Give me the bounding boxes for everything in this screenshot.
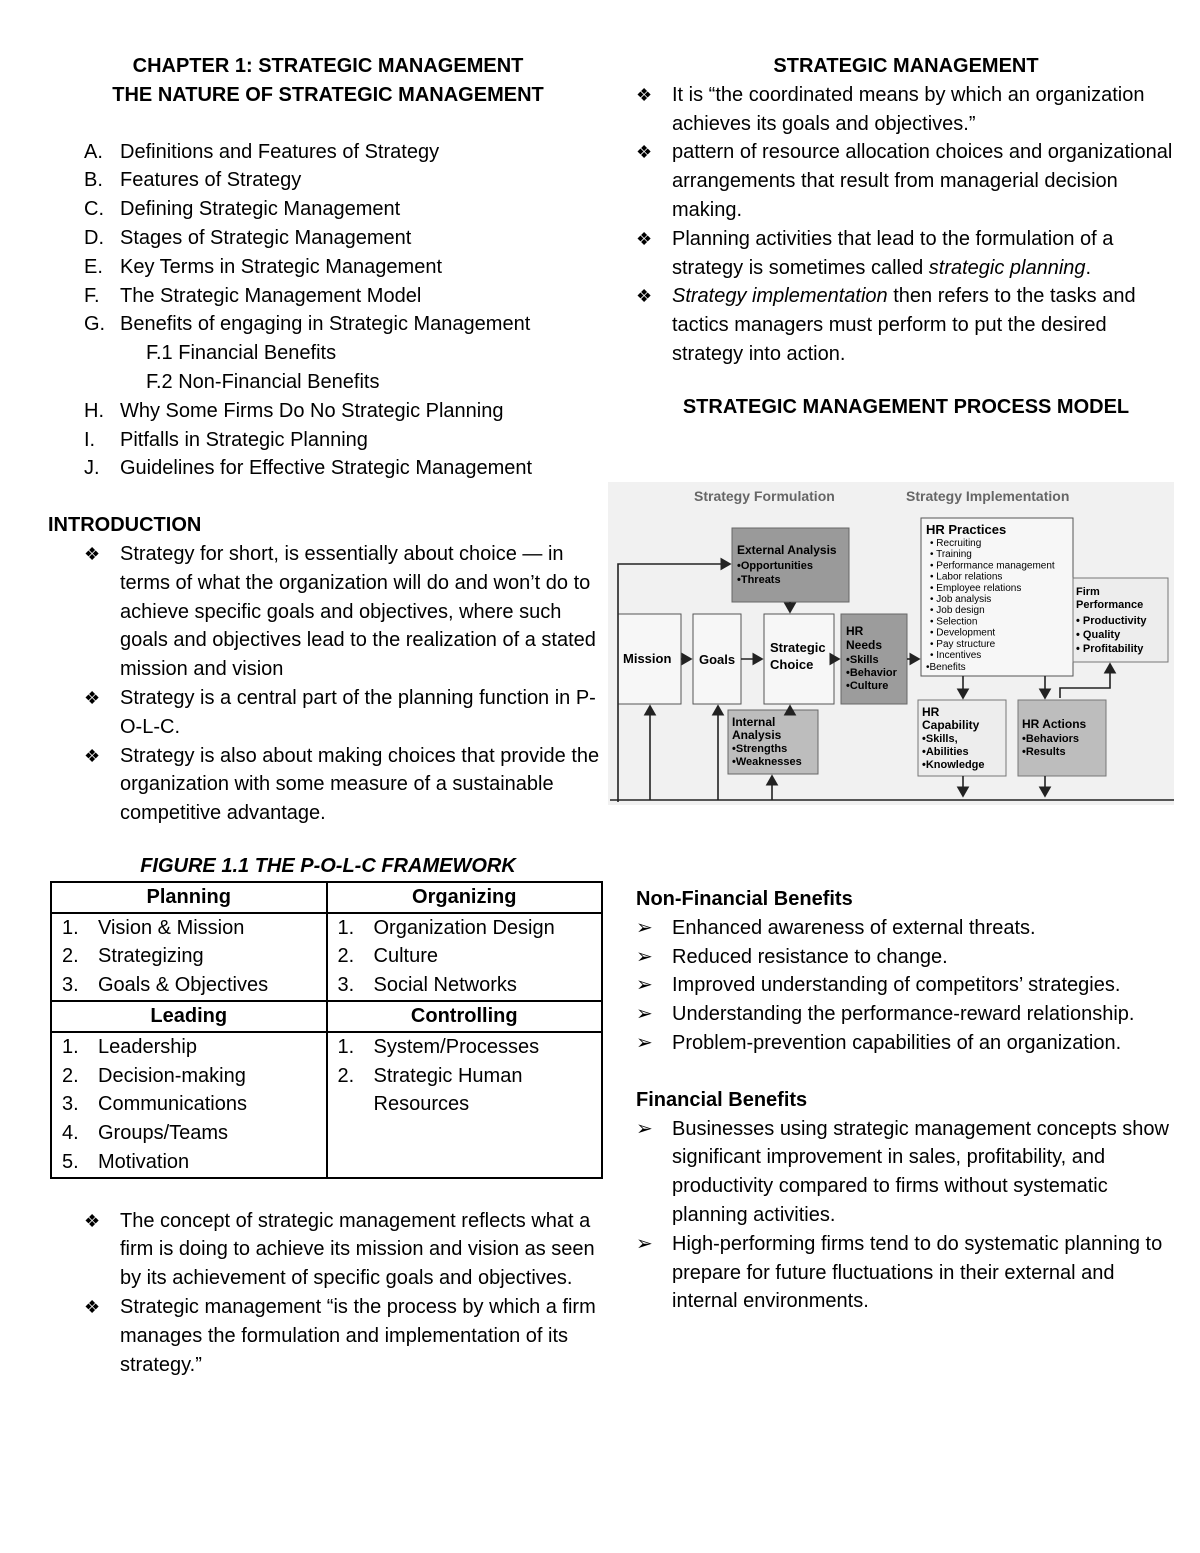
diamond-bullet-icon: ❖ [636,84,653,105]
hr-practices-item: • Performance management [930,560,1055,572]
financial-list [600,1115,1176,1317]
firm-performance-label: Firm [1076,586,1100,598]
introduction-list [48,540,608,828]
hr-needs-item: •Behavior [846,667,897,679]
benefits-section [636,885,1176,1316]
hr-practices-item: • Job analysis [930,594,992,605]
list-item: ❖ Strategy implementation then refers to the tasks and tactics managers must perform to put the desired strategy into action. [600,282,1176,368]
chapter-title: CHAPTER 1: STRATEGIC MANAGEMENT [132,55,524,77]
hr-practices-item: • Recruiting [930,538,982,549]
toc-item: G. Benefits of engaging in Strategic Management [84,313,531,336]
hr-practices-item: • Training [930,549,972,561]
internal-item: •Weaknesses [732,756,802,768]
external-item: •Threats [737,574,781,586]
hr-capability-item: •Abilities [922,746,969,758]
goals-label: Goals [699,652,736,667]
list-item: ❖ Strategy is a central part of the planning function in P-O-L-C. [48,684,608,742]
hr-practices-item: • Labor relations [930,571,1003,583]
firm-performance-item: • Quality [1076,629,1121,641]
controlling-header: Controlling [327,1001,603,1032]
model-title: STRATEGIC MANAGEMENT PROCESS MODEL [682,395,1130,418]
list-item: ➢ Problem-prevention capabilities of an organization. [600,1029,1176,1058]
arrow-bullet-icon: ➢ [636,945,653,968]
strategic-choice-label: Strategic [770,640,826,655]
toc-item: B. Features of Strategy [84,169,302,192]
toc-item: F. The Strategic Management Model [84,284,422,307]
arrow-bullet-icon: ➢ [636,974,653,997]
firm-performance-item: • Profitability [1076,643,1144,655]
mission-label: Mission [623,651,672,666]
arrow-bullet-icon: ➢ [636,1117,653,1140]
financial-heading: Financial Benefits [636,1088,808,1111]
figure-caption: FIGURE 1.1 THE P-O-L-C FRAMEWORK [140,854,516,877]
toc-item: I. Pitfalls in Strategic Planning [84,428,368,451]
hr-actions-item: •Behaviors [1022,733,1080,745]
list-item: ❖ It is “the coordinated means by which an organization achieves its goals and objectives.” [600,81,1176,139]
list-item: ❖ Strategy is also about making choices that provide the organization with some measure of a sustainable competitive advantage. [48,742,608,828]
toc-item: D. Stages of Strategic Management [84,226,412,249]
toc-item: E. Key Terms in Strategic Management [84,255,443,278]
hr-practices-title: HR Practices [926,522,1007,537]
internal-item: •Strengths [732,743,788,755]
hr-needs-label: HR [846,624,864,638]
definition-list [600,81,1176,369]
arrow-bullet-icon: ➢ [636,1232,653,1255]
hr-practices-item: • Incentives [930,650,982,661]
arrow-bullet-icon: ➢ [636,1031,653,1054]
arrow-bullet-icon: ➢ [636,916,653,939]
implementation-label: Strategy Implementation [906,488,1070,504]
toc-item: J. Guidelines for Effective Strategic Management [84,457,533,480]
leading-header: Leading [51,1001,327,1032]
organizing-header: Organizing [327,882,603,913]
firm-performance-label: Performance [1076,599,1144,611]
hr-practices-item: •Benefits [926,662,966,673]
diamond-bullet-icon: ❖ [636,228,653,249]
left-column [48,52,608,1379]
list-item: ❖ Planning activities that lead to the formulation of a strategy is sometimes called strategic planning. [600,225,1176,283]
planning-cell: 1. Vision & Mission 2. Strategizing 3. Goals & Objectives [51,913,327,1001]
polc-table [50,881,603,1179]
external-item: •Opportunities [737,560,813,572]
hr-needs-item: •Culture [846,680,889,692]
list-item: ❖ Strategic management “is the process by which a firm manages the formulation and implementation of its strategy.” [48,1293,608,1379]
diamond-bullet-icon: ❖ [84,745,101,766]
diamond-bullet-icon: ❖ [84,1210,101,1231]
toc-item: C. Defining Strategic Management [84,198,401,221]
hr-actions-title: HR Actions [1022,717,1087,731]
hr-practices-item: • Pay structure [930,638,996,650]
formulation-label: Strategy Formulation [694,488,835,504]
external-analysis-title: External Analysis [737,543,837,557]
hr-capability-item: •Knowledge [922,759,985,771]
strategic-management-list [48,1207,608,1380]
list-item: ❖ The concept of strategic management reflects what a firm is doing to achieve its mission and vision as seen by its achievement of specific goals and objectives. [48,1207,608,1293]
hr-needs-label: Needs [846,638,883,652]
controlling-cell: 1. System/Processes 2. Strategic Human Resources [327,1032,603,1178]
toc-item: H. Why Some Firms Do No Strategic Planning [84,399,504,422]
chapter-subtitle: THE NATURE OF STRATEGIC MANAGEMENT [112,83,544,106]
hr-capability-label: Capability [922,718,980,732]
hr-needs-item: •Skills [846,654,879,666]
section-title: STRATEGIC MANAGEMENT [773,55,1039,77]
hr-practices-item: • Job design [930,605,985,617]
leading-cell: 1. Leadership 2. Decision-making 3. Communications 4. Groups/Teams 5. Motivation [51,1032,327,1178]
toc-subitem: F.2 Non-Financial Benefits [146,370,380,393]
nonfinancial-heading: Non-Financial Benefits [636,888,853,910]
diamond-bullet-icon: ❖ [636,286,653,307]
introduction-heading: INTRODUCTION [48,514,202,537]
firm-performance-item: • Productivity [1076,615,1147,627]
toc-subitem: F.1 Financial Benefits [146,342,337,365]
organizing-cell: 1. Organization Design 2. Culture 3. Social Networks [327,913,603,1001]
hr-actions-item: •Results [1022,746,1066,758]
table-of-contents [48,138,608,484]
hr-capability-label: HR [922,705,940,719]
process-model-diagram [608,482,1174,805]
strategic-choice-label: Choice [770,657,814,672]
list-item: ➢ Businesses using strategic management concepts show significant improvement in sales, profitability, and productivity compared to firms without systematic planning activities. [600,1115,1176,1230]
internal-analysis-label: Internal [732,715,776,729]
hr-practices-item: • Employee relations [930,582,1022,594]
nonfinancial-list [600,914,1176,1058]
list-item: ➢ Improved understanding of competitors’ strategies. [600,971,1176,1000]
diamond-bullet-icon: ❖ [84,1297,101,1318]
hr-practices-item: • Selection [930,616,978,628]
list-item: ➢ Reduced resistance to change. [600,943,1176,972]
internal-analysis-label: Analysis [732,728,782,742]
diamond-bullet-icon: ❖ [84,687,101,708]
list-item: ➢ Understanding the performance-reward relationship. [600,1000,1176,1029]
list-item: ➢ Enhanced awareness of external threats. [600,914,1176,943]
hr-practices-item: • Development [930,627,996,639]
planning-header: Planning [51,882,327,913]
list-item: ➢ High-performing firms tend to do systematic planning to prepare for future fluctuations in their external and internal environments. [600,1230,1176,1316]
toc-item: A. Definitions and Features of Strategy [84,140,440,163]
diamond-bullet-icon: ❖ [636,142,653,163]
arrow-bullet-icon: ➢ [636,1003,653,1026]
diamond-bullet-icon: ❖ [84,543,101,564]
hr-capability-item: •Skills, [922,733,958,745]
list-item: ❖ Strategy for short, is essentially about choice — in terms of what the organization will do and won’t do to achieve specific goals and objectives, where such goals and objectives lead to the realization of a stated mission and vision [48,540,608,684]
list-item: ❖ pattern of resource allocation choices and organizational arrangements that result from managerial decision making. [600,138,1176,224]
right-column [636,52,1176,422]
